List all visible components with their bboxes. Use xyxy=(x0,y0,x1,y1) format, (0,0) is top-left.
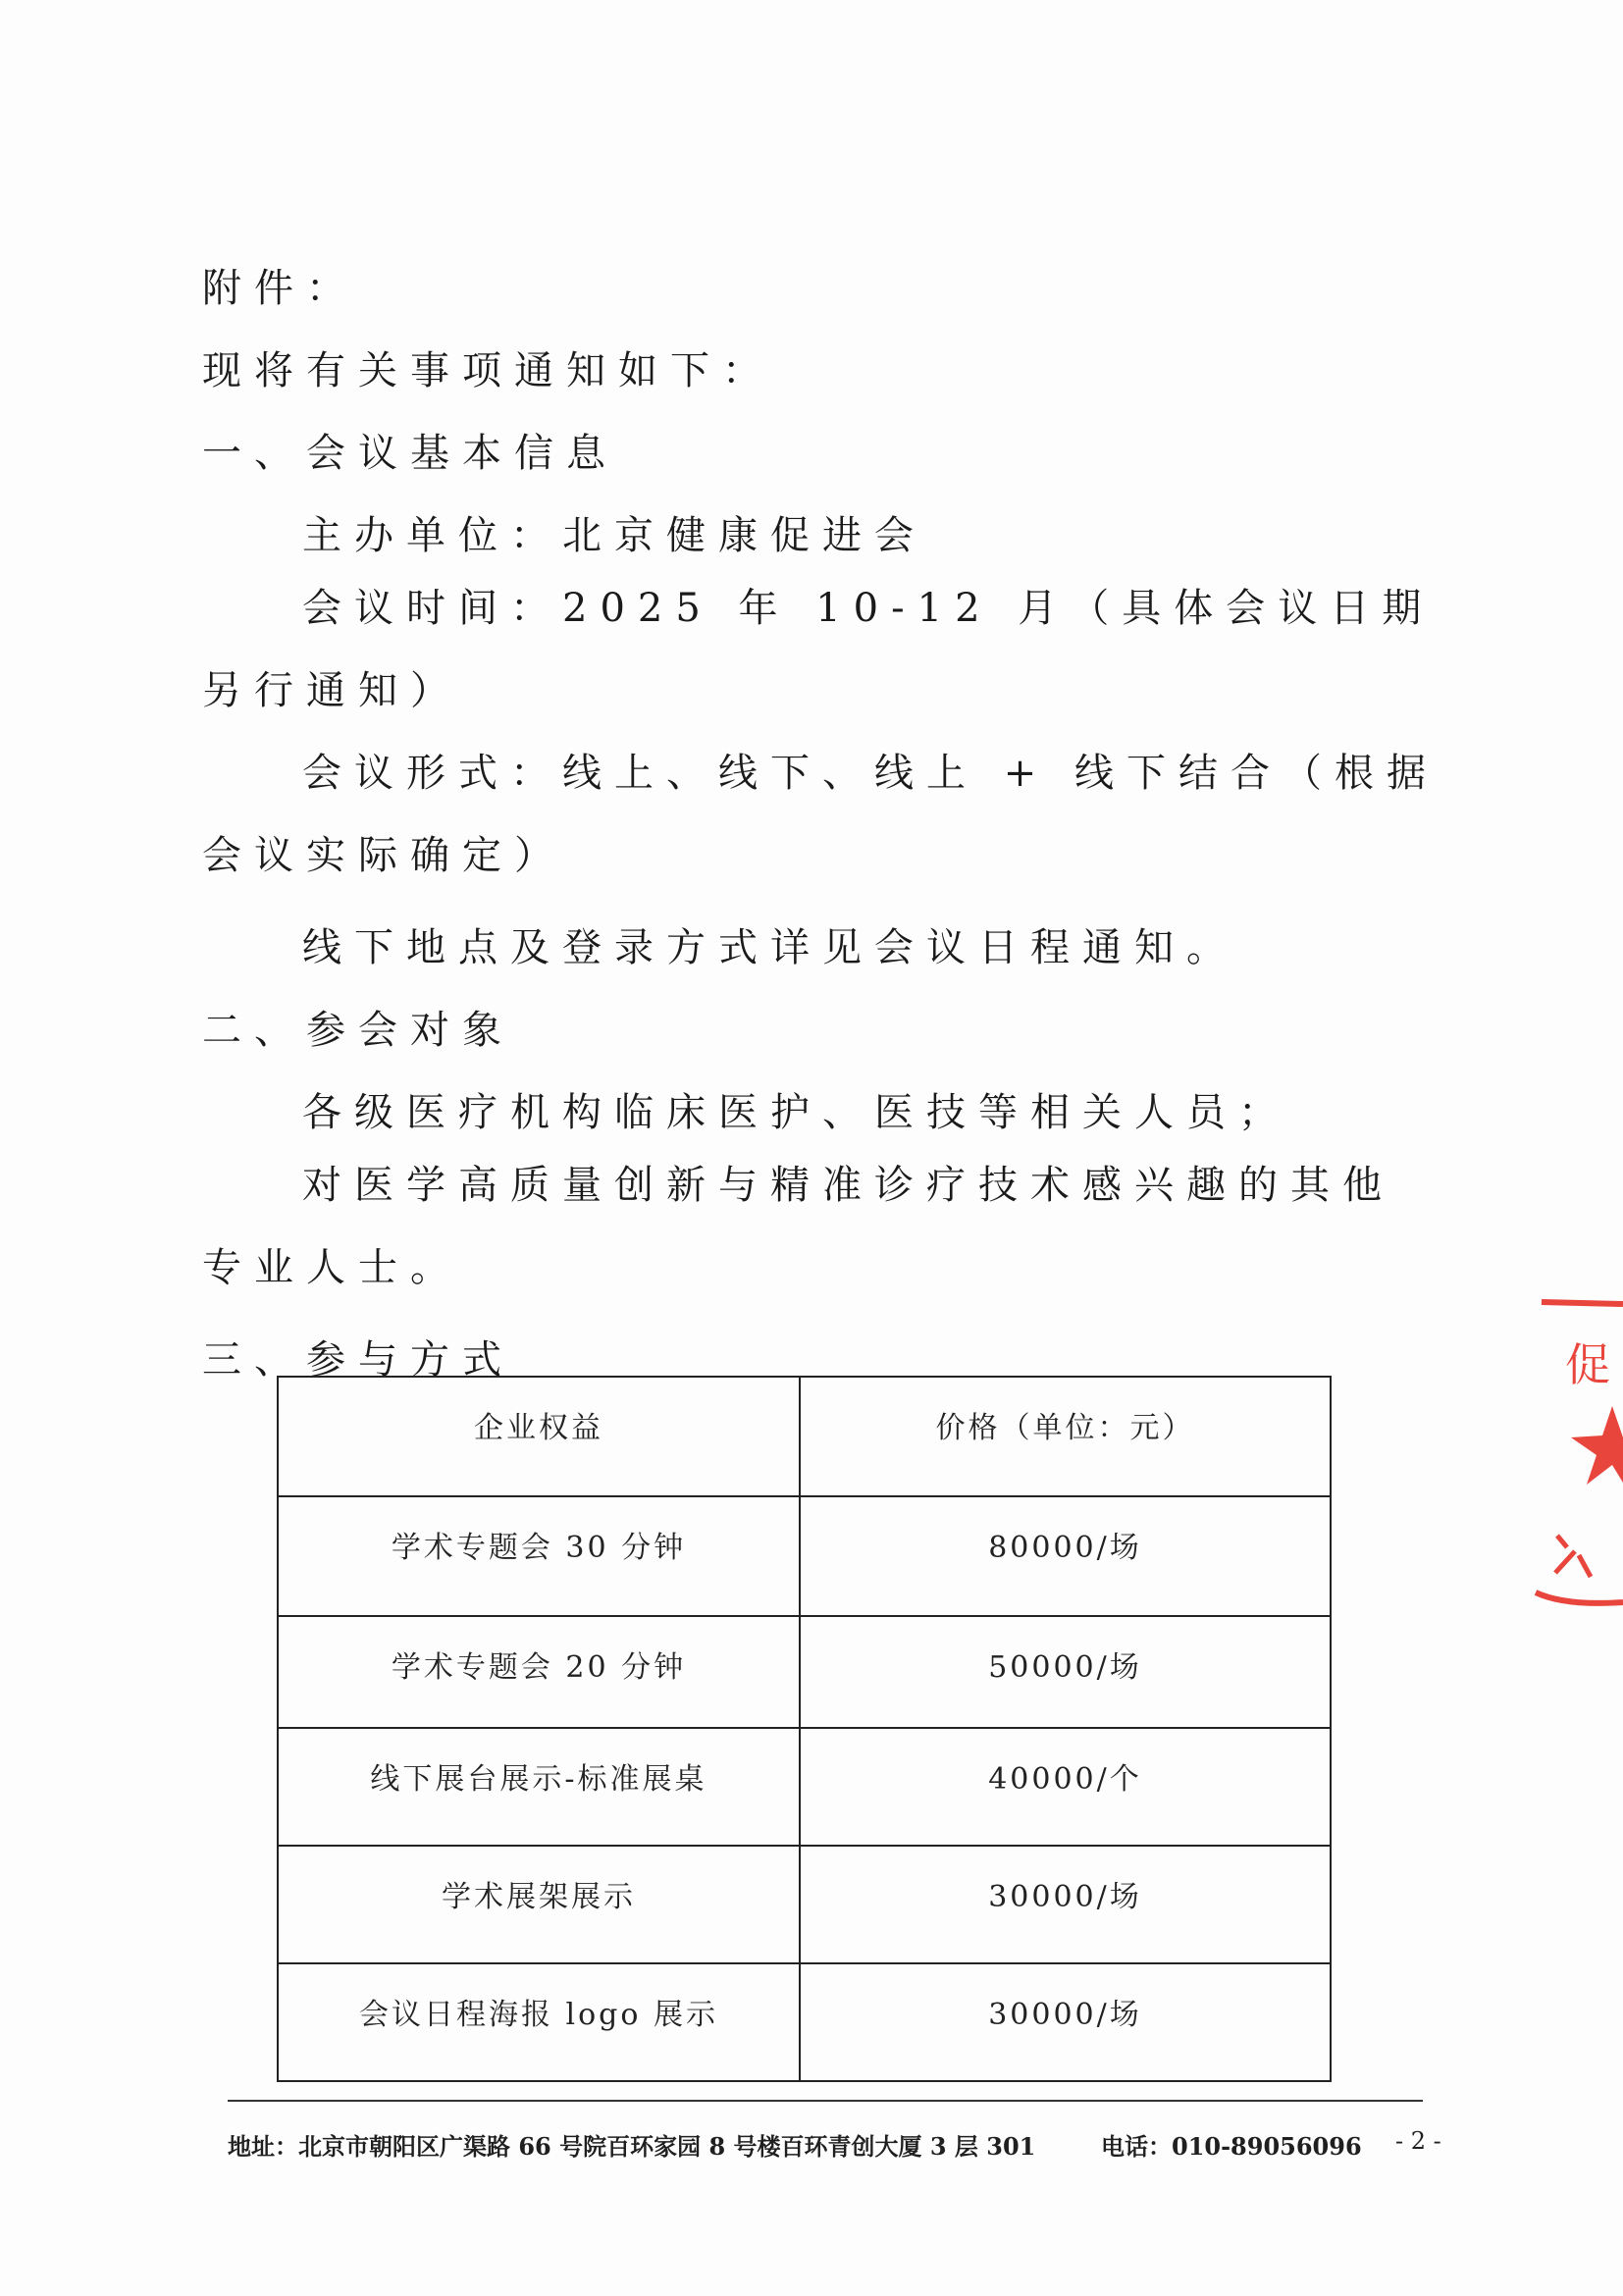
meeting-time-line: 会议时间：2025 年 10-12 月（具体会议日期另行通知） xyxy=(202,586,1435,713)
organizer-line: 主办单位：北京健康促进会 xyxy=(302,513,926,558)
table-cell-benefit: 会议日程海报 logo 展示 xyxy=(278,1963,800,2081)
intro-text: 现将有关事项通知如下： xyxy=(202,348,774,393)
footer-phone: 电话：010-89056096 xyxy=(1101,2132,1362,2161)
table-cell-price: 40000/个 xyxy=(800,1728,1331,1846)
attachment-label: 附件： xyxy=(202,266,358,311)
location-line: 线下地点及登录方式详见会议日程通知。 xyxy=(302,925,1238,970)
meeting-format-line: 会议形式：线上、线下、线上 + 线下结合（根据会议实际确定） xyxy=(202,751,1439,878)
audience-line-2: 对医学高质量创新与精准诊疗技术感兴趣的其他专业人士。 xyxy=(202,1163,1394,1290)
table-cell-benefit: 学术展架展示 xyxy=(278,1846,800,1963)
table-cell-price: 80000/场 xyxy=(800,1496,1331,1616)
table-cell-benefit: 学术专题会 20 分钟 xyxy=(278,1616,800,1728)
fee-table xyxy=(277,1376,1332,2082)
table-header-price: 价格（单位：元） xyxy=(800,1377,1331,1496)
red-seal-icon xyxy=(1506,1290,1623,1624)
table-row xyxy=(278,1496,1331,1616)
table-row xyxy=(278,1846,1331,1963)
table-row xyxy=(278,1963,1331,2081)
table-cell-price: 30000/场 xyxy=(800,1963,1331,2081)
table-row xyxy=(278,1616,1331,1728)
audience-line-1: 各级医疗机构临床医护、医技等相关人员； xyxy=(302,1090,1290,1135)
table-cell-price: 30000/场 xyxy=(800,1846,1331,1963)
section1-heading: 一、会议基本信息 xyxy=(202,431,618,476)
table-cell-benefit: 线下展台展示-标准展桌 xyxy=(278,1728,800,1846)
section2-heading: 二、参会对象 xyxy=(202,1008,514,1053)
table-cell-price: 50000/场 xyxy=(800,1616,1331,1728)
seal-character: 促 xyxy=(1565,1338,1610,1391)
footer-address: 地址：北京市朝阳区广渠路 66 号院百环家园 8 号楼百环青创大厦 3 层 301 xyxy=(228,2132,1036,2161)
table-header-row xyxy=(278,1377,1331,1496)
table-row xyxy=(278,1728,1331,1846)
footer-divider xyxy=(228,2100,1423,2102)
table-cell-benefit: 学术专题会 30 分钟 xyxy=(278,1496,800,1616)
table-header-benefit: 企业权益 xyxy=(278,1377,800,1496)
page-number: - 2 - xyxy=(1395,2127,1441,2155)
section3-heading: 三、参与方式 xyxy=(202,1337,514,1383)
